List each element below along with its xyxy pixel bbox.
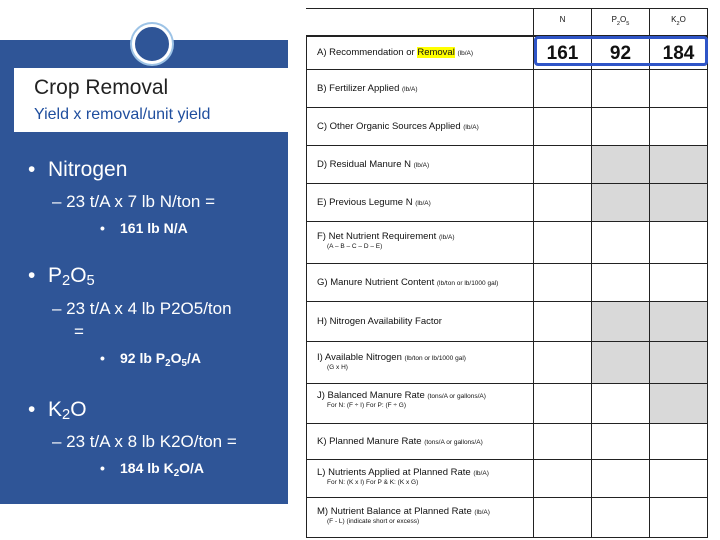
row-i (306, 342, 708, 384)
row-e (306, 184, 708, 222)
bullet-dot-icon: • (28, 264, 36, 287)
row-d-n-cell (534, 146, 592, 183)
row-h-p-cell (592, 302, 650, 341)
header-n: N (534, 9, 592, 35)
bullet-p2o5 (28, 264, 95, 289)
k2o-heading-sub: 2 (62, 407, 71, 423)
header-k-sub: 2 (676, 21, 680, 27)
row-d-unit: (lb/A) (413, 162, 430, 169)
row-g-label-text: G) Manure Nutrient Content (317, 277, 435, 288)
row-l-n-cell (534, 460, 592, 497)
row-k-unit: (tons/A or gallons/A) (424, 439, 483, 446)
slide-panel (0, 0, 288, 504)
row-a-label-pre: A) Recommendation or (317, 47, 418, 58)
row-l-k-cell (650, 460, 708, 497)
row-b-p-cell (592, 70, 650, 107)
bullet-nitrogen (28, 158, 127, 182)
row-j-k-cell (650, 384, 708, 423)
row-k-p-cell (592, 424, 650, 459)
row-e-unit: (lb/A) (415, 200, 431, 207)
header-p2o5 (592, 9, 650, 35)
k2o-calc: – 23 t/A x 8 lb K2O/ton = (52, 432, 237, 451)
row-g-k-cell (650, 264, 708, 301)
row-c-p-cell (592, 108, 650, 145)
k2o-heading-k: K (48, 398, 63, 421)
header-k2o (650, 9, 708, 35)
row-f-n-cell (534, 222, 592, 263)
row-m-k-cell (650, 498, 708, 537)
k2o-result (100, 460, 204, 479)
p2o5-heading-p: P (48, 264, 63, 287)
nitrogen-result (100, 220, 188, 236)
p2o5-heading-o: O (70, 264, 87, 287)
k2o-result-post: O/A (179, 460, 205, 476)
row-b-k-cell (650, 70, 708, 107)
bullet-dot-icon: • (28, 158, 36, 181)
nitrogen-heading: Nitrogen (48, 158, 128, 181)
row-l (306, 460, 708, 498)
row-m-label (306, 498, 534, 537)
row-i-formula: (G x H) (327, 363, 348, 371)
row-c-unit: (lb/A) (463, 124, 479, 131)
row-f-formula: (A – B – C – D – E) (327, 242, 383, 250)
row-m-formula: (F - L) (indicate short or excess) (327, 517, 420, 525)
row-l-formula: For N: (K x I) For P & K: (K x G) (327, 478, 419, 486)
row-c (306, 108, 708, 146)
row-d-label (306, 146, 534, 183)
row-l-label-text: L) Nutrients Applied at Planned Rate (317, 467, 471, 478)
row-j-unit: (tons/A or gallons/A) (427, 393, 486, 400)
p2o5-calc-line1: – 23 t/A x 4 lb P2O5/ton (52, 299, 232, 318)
row-g-unit: (lb/ton or lb/1000 gal) (436, 280, 499, 287)
nitrogen-result-text: 161 lb N/A (120, 220, 188, 236)
bullet-k2o (28, 398, 87, 423)
row-a-unit: (lb/A) (457, 50, 473, 57)
row-k-label-text: K) Planned Manure Rate (317, 436, 422, 447)
row-a-p-value: 92 (592, 37, 650, 69)
row-h-n-cell (534, 302, 592, 341)
row-f (306, 222, 708, 264)
row-f-k-cell (650, 222, 708, 263)
k2o-result-sub: 2 (173, 468, 180, 479)
p2o5-result (100, 350, 201, 369)
row-e-label-text: E) Previous Legume N (317, 197, 413, 208)
row-d (306, 146, 708, 184)
row-g-label (306, 264, 534, 301)
row-e-p-cell (592, 184, 650, 221)
row-h-k-cell (650, 302, 708, 341)
row-k-k-cell (650, 424, 708, 459)
header-k-letter: K (671, 15, 677, 24)
row-b-label (306, 70, 534, 107)
bullet-dot-icon: • (28, 398, 36, 421)
row-k-n-cell (534, 424, 592, 459)
p2o5-result-o: O (170, 350, 182, 366)
row-h (306, 302, 708, 342)
row-c-n-cell (534, 108, 592, 145)
row-f-label (306, 222, 534, 263)
row-i-n-cell (534, 342, 592, 383)
row-i-k-cell (650, 342, 708, 383)
row-l-label (306, 460, 534, 497)
slide-subtitle: Yield x removal/unit yield (34, 106, 211, 123)
row-j-n-cell (534, 384, 592, 423)
row-h-label (306, 302, 534, 341)
header-k-o: O (679, 15, 686, 24)
row-j (306, 384, 708, 424)
row-f-label-text: F) Net Nutrient Requirement (317, 231, 437, 242)
row-i-label (306, 342, 534, 383)
row-m-n-cell (534, 498, 592, 537)
p2o5-result-post: /A (186, 350, 201, 366)
row-a-label (306, 37, 534, 69)
header-blank-cell (306, 9, 534, 35)
p2o5-result-pre: 92 lb P (120, 350, 166, 366)
row-g (306, 264, 708, 302)
header-row (306, 8, 708, 36)
p2o5-heading-sub2: 5 (86, 273, 95, 289)
row-a-label-highlight: Removal (417, 47, 455, 58)
row-d-k-cell (650, 146, 708, 183)
row-m-unit: (lb/A) (474, 509, 490, 516)
header-p-sub1: 2 (616, 21, 621, 27)
row-g-n-cell (534, 264, 592, 301)
row-d-p-cell (592, 146, 650, 183)
row-j-p-cell (592, 384, 650, 423)
row-b (306, 70, 708, 108)
row-m (306, 498, 708, 538)
row-i-label-text: I) Available Nitrogen (317, 352, 402, 363)
row-a-n-value: 161 (534, 37, 592, 69)
row-l-p-cell (592, 460, 650, 497)
header-p-letter: P (611, 15, 617, 24)
p2o5-heading-sub1: 2 (62, 273, 71, 289)
nitrogen-calc: – 23 t/A x 7 lb N/ton = (52, 192, 216, 211)
row-l-unit: (lb/A) (473, 470, 489, 477)
row-f-p-cell (592, 222, 650, 263)
bullet-dot-icon: • (100, 460, 105, 476)
row-h-label-text: H) Nitrogen Availability Factor (317, 316, 442, 327)
bullet-dot-icon: • (100, 220, 105, 236)
k2o-result-pre: 184 lb K (120, 460, 174, 476)
row-k (306, 424, 708, 460)
row-j-label (306, 384, 534, 423)
row-i-unit: (lb/ton or lb/1000 gal) (404, 355, 466, 362)
row-b-unit: (lb/A) (402, 86, 418, 93)
k2o-heading-o: O (70, 398, 87, 421)
row-k-label (306, 424, 534, 459)
header-p-o: O (620, 15, 627, 24)
row-e-k-cell (650, 184, 708, 221)
row-b-label-text: B) Fertilizer Applied (317, 83, 400, 94)
row-j-formula: For N: (F ÷ I) For P: (F ÷ G) (327, 401, 406, 409)
row-m-p-cell (592, 498, 650, 537)
p2o5-calc-line2: = (74, 322, 84, 341)
row-c-label-text: C) Other Organic Sources Applied (317, 121, 461, 132)
row-d-label-text: D) Residual Manure N (317, 159, 411, 170)
p2o5-result-sub1: 2 (165, 358, 171, 369)
row-f-unit: (lb/A) (438, 234, 455, 241)
row-b-n-cell (534, 70, 592, 107)
bullet-dot-icon: • (100, 350, 105, 366)
row-i-p-cell (592, 342, 650, 383)
row-e-label (306, 184, 534, 221)
circle-decoration-icon (132, 24, 172, 64)
row-g-p-cell (592, 264, 650, 301)
p2o5-result-sub2: 5 (181, 358, 187, 369)
title-block (14, 68, 302, 132)
row-c-k-cell (650, 108, 708, 145)
row-j-label-text: J) Balanced Manure Rate (317, 390, 425, 401)
row-c-label (306, 108, 534, 145)
row-e-n-cell (534, 184, 592, 221)
row-a-k-value: 184 (650, 37, 708, 69)
removal-values-highlight-frame (534, 36, 708, 66)
row-m-label-text: M) Nutrient Balance at Planned Rate (317, 506, 472, 517)
slide-title: Crop Removal (34, 76, 169, 99)
header-p-sub2: 5 (626, 21, 630, 27)
